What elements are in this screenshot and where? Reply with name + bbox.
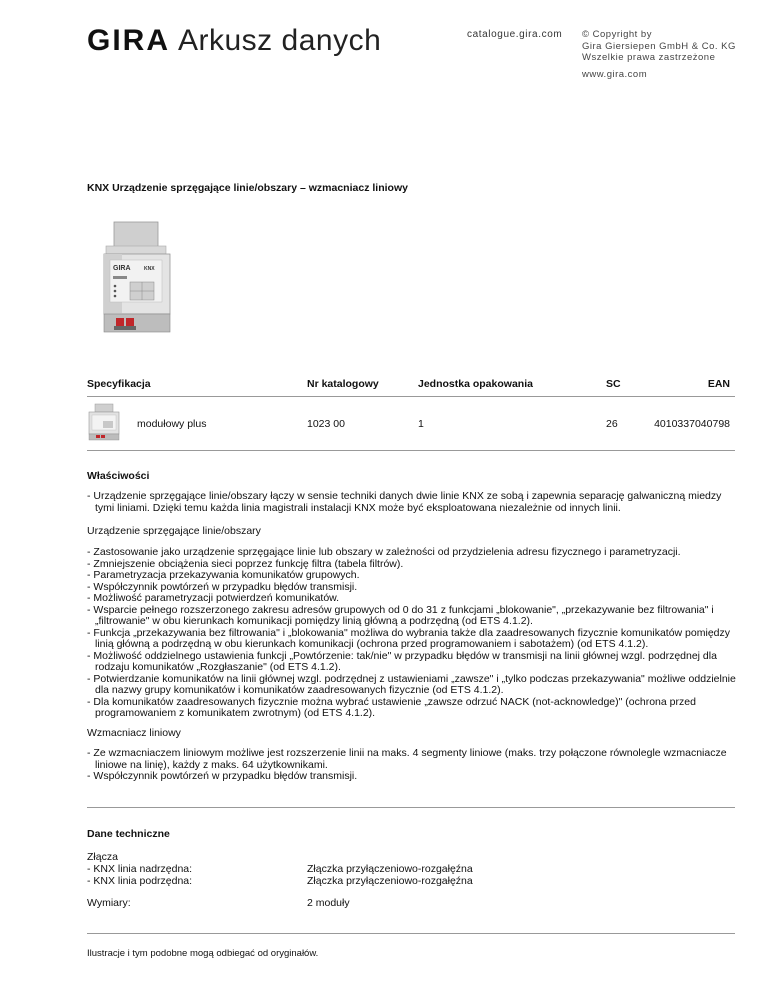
catalogue-link[interactable]: catalogue.gira.com	[467, 29, 563, 40]
catalogue-number: 1023 00	[307, 418, 345, 430]
list-item: - Zastosowanie jako urządzenie sprzęgające linie lub obszary w zależności od przydzielenia adresu fizycznego i parametryzacji.	[87, 546, 681, 558]
text-line: tymi liniami. Dzięki temu każda linia magistrali instalacji KNX może być eksploatowana niezależnie od innych linii.	[95, 501, 621, 514]
features-intro	[87, 491, 737, 514]
website-link[interactable]: www.gira.com	[582, 69, 648, 80]
connector-label: - KNX linia nadrzędna:	[87, 863, 193, 875]
list-item: programowaniem z komunikatem zwrotnym) (od ETS 4.1.2).	[95, 707, 376, 719]
copyright-notice	[582, 29, 736, 64]
list-item: - Dla komunikatów zaadresowanych fizycznie można wybrać ustawienie „zawsze odrzuć NACK (not-acknowledge)" (ochrona przed	[87, 695, 696, 708]
spec-col-header: Specyfikacja	[87, 378, 151, 390]
copyright-line: Gira Giersiepen GmbH & Co. KG	[582, 40, 736, 52]
list-item: „filtrowanie" w obu kierunkach komunikacji pomiędzy linią główną a podrzędną (od ETS 4.1.2).	[95, 615, 533, 627]
connector-value: Złączka przyłączeniowo-rozgałęźna	[307, 863, 473, 875]
features-heading: Właściwości	[87, 470, 150, 482]
text-line: - Urządzenie sprzęgające linie/obszary łączy w sensie techniki danych dwie linie KNX ze sobą i zapewnia separację galwaniczną miedzy	[87, 490, 722, 502]
svg-text:KNX: KNX	[144, 266, 155, 272]
packaging-unit-col-header: Jednostka opakowania	[418, 378, 533, 390]
copyright-line: © Copyright by	[582, 29, 652, 40]
catalogue-number-col-header: Nr katalogowy	[307, 378, 379, 390]
list-item: - Ze wzmacniaczem liniowym możliwe jest rozszerzenie linii na maks. 4 segmenty liniowe (maks. trzy połączone równolegle wzmacniacze	[87, 747, 727, 759]
packaging-unit: 1	[418, 418, 424, 430]
gira-logo	[87, 24, 381, 58]
list-item: - Możliwość oddzielnego ustawienia funkcji „Powtórzenie: tak/nie" w przypadku błędów w transmisji na linii głównej wzgl. podrzędnej dla	[87, 649, 717, 662]
list-item: - Możliwość parametryzacji potwierdzeń komunikatów.	[87, 592, 340, 604]
brand-name: GIRA	[87, 24, 170, 57]
spec-value: modułowy plus	[137, 418, 207, 430]
sc-value: 26	[606, 418, 618, 430]
ean-col-header: EAN	[707, 378, 730, 390]
svg-text:GIRA: GIRA	[113, 265, 131, 272]
list-item: - Współczynnik powtórzeń w przypadku błędów transmisji.	[87, 580, 358, 593]
dimensions-value: 2 moduły	[307, 897, 350, 909]
ean-value: 4010337040798	[654, 418, 730, 430]
dimensions-label: Wymiary:	[87, 897, 131, 909]
product-title: KNX Urządzenie sprzęgające linie/obszary – wzmacniacz liniowy	[87, 182, 408, 194]
connector-label: - KNX linia podrzędna:	[87, 875, 193, 887]
connectors-title: Złącza	[87, 851, 118, 863]
divider	[87, 396, 735, 397]
repeater-features-list	[87, 748, 737, 783]
list-item: - Wsparcie pełnego rozszerzonego zakresu adresów grupowych od 0 do 31 z funkcjami „blokowanie", „przekazywanie bez filtrowania" i	[87, 603, 714, 616]
coupler-subheading: Urządzenie sprzęgające linie/obszary	[87, 525, 261, 537]
connector-value: Złączka przyłączeniowo-rozgałęźna	[307, 875, 473, 887]
divider	[87, 450, 735, 451]
list-item: - Funkcja „przekazywania bez filtrowania" i „blokowania" możliwa do wybrania także dla zaadresowanych fizycznie komunikatów pomiędzy	[87, 626, 730, 639]
product-thumbnail	[87, 403, 121, 441]
divider	[87, 807, 735, 808]
list-item: rodzaju komunikatów „Rozgłaszanie" (od ETS 4.1.2).	[95, 661, 341, 673]
footer-disclaimer: Ilustracje i tym podobne mogą odbiegać od oryginałów.	[87, 948, 319, 959]
repeater-subheading: Wzmacniacz liniowy	[87, 727, 181, 739]
coupler-features-list	[87, 547, 737, 720]
document-type: Arkusz danych	[178, 24, 382, 57]
sc-col-header: SC	[606, 378, 621, 390]
list-item: dla nazwy grupy komunikatów i komunikatów zaadresowanych fizycznie (od ETS 4.1.2).	[95, 684, 504, 696]
technical-heading: Dane techniczne	[87, 828, 170, 840]
product-image	[100, 220, 180, 338]
list-item: - Współczynnik powtórzeń w przypadku błędów transmisji.	[87, 770, 358, 782]
list-item: - Potwierdzanie komunikatów na linii głównej wzgl. podrzędnej z ustawieniami „zawsze" i „tylko podczas przekazywania" możliwe oddzielnie	[87, 672, 736, 685]
divider	[87, 933, 735, 934]
list-item: - Zmniejszenie obciążenia sieci poprzez funkcję filtra (tabela filtrów).	[87, 557, 404, 570]
list-item: linią główną a podrzędną w obu kierunkach komunikacji (ochrona przed programowaniem i sabotażem) (od ETS 4.1.2).	[95, 638, 649, 650]
list-item: - Parametryzacja przekazywania komunikatów grupowych.	[87, 569, 360, 581]
copyright-line: Wszelkie prawa zastrzeżone	[582, 52, 716, 63]
list-item: liniowe na linię), każdy z maks. 64 użytkownikami.	[95, 758, 328, 771]
